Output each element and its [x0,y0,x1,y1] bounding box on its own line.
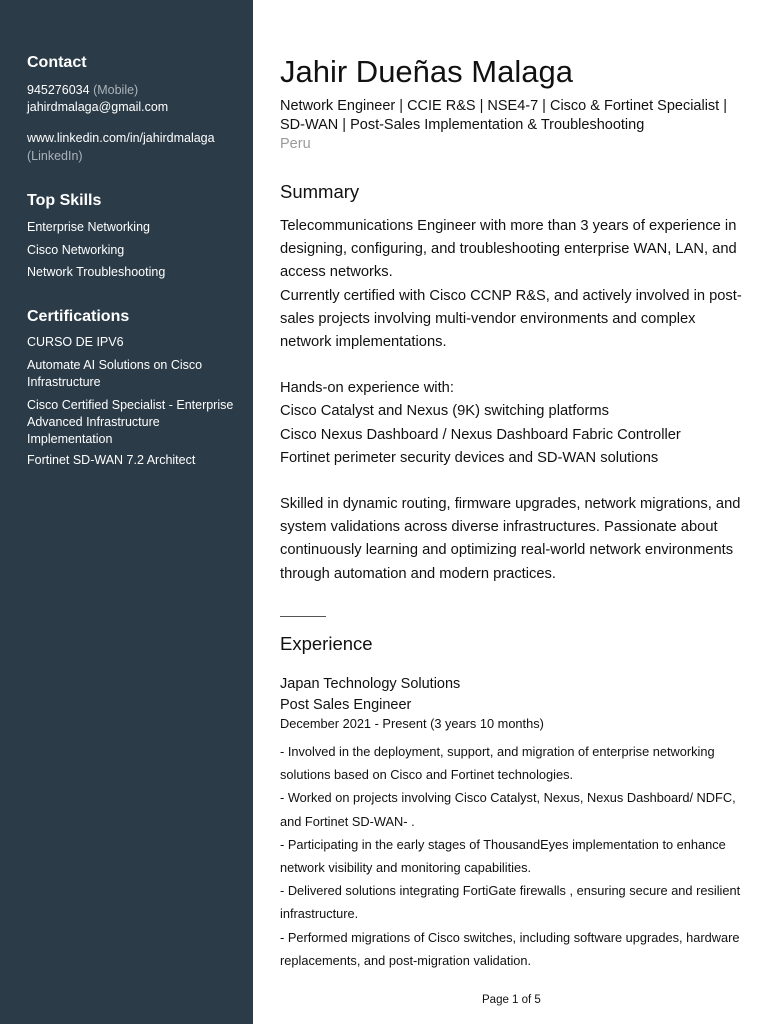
cert-item: Automate AI Solutions on Cisco Infrastructure [27,358,203,389]
skill-item: Enterprise Networking [27,220,150,234]
phone-number: 945276034 [27,83,90,97]
company-name: Japan Technology Solutions [280,676,461,692]
certifications-heading: Certifications [27,308,130,325]
summary-paragraph: Currently certified with Cisco CCNP R&S, and actively involved in post-sales projects involving multi-vendor environments and complex network implementations. [280,287,742,351]
candidate-name: Jahir Dueñas Malaga [280,54,573,89]
job-dates: December 2021 - Present (3 years 10 months) [280,716,544,731]
experience-heading: Experience [280,633,373,654]
linkedin-label: (LinkedIn) [27,149,83,163]
job-bullet: - Worked on projects involving Cisco Catalyst, Nexus, Nexus Dashboard/ NDFC, and Fortinet SD-WAN- . [280,790,736,829]
summary-list-item: Cisco Nexus Dashboard / Nexus Dashboard Fabric Controller [280,426,681,443]
job-title: Post Sales Engineer [280,697,412,713]
location: Peru [280,136,311,152]
summary-heading: Summary [280,181,360,202]
job-bullet: - Delivered solutions integrating FortiGate firewalls , ensuring secure and resilient infrastructure. [280,883,741,922]
skill-item: Network Troubleshooting [27,265,166,279]
summary-list-item: Cisco Catalyst and Nexus (9K) switching platforms [280,403,609,420]
summary-paragraph: Hands-on experience with: [280,380,454,397]
cert-item: Cisco Certified Specialist - Enterprise Advanced Infrastructure Implementation [27,398,234,446]
summary-list-item: Fortinet perimeter security devices and SD-WAN solutions [280,449,659,466]
job-bullet: - Involved in the deployment, support, and migration of enterprise networking solutions based on Cisco and Fortinet technologies. [280,744,715,783]
summary-paragraph: Skilled in dynamic routing, firmware upgrades, network migrations, and system validations across diverse infrastructures. Passionate about continuously learning and optimizing real-world network environments through automation and modern practices. [280,496,741,582]
email-link[interactable]: jahirdmalaga@gmail.com [27,100,169,114]
phone-line [27,82,138,99]
summary-body [280,215,745,586]
phone-label: (Mobile) [93,83,139,97]
section-divider [280,616,326,617]
linkedin-link[interactable]: www.linkedin.com/in/jahirdmalaga [27,131,215,145]
page-number: Page 1 of 5 [482,994,541,1006]
contact-heading: Contact [27,54,87,71]
job-bullet: - Performed migrations of Cisco switches, including software upgrades, hardware replacements, and post-migration validation. [280,929,740,968]
skills-heading: Top Skills [27,192,102,209]
headline: Network Engineer | CCIE R&S | NSE4-7 | Cisco & Fortinet Specialist | SD-WAN | Post-Sales Implementation & Troubleshooting [280,98,728,133]
skill-item: Cisco Networking [27,243,125,257]
summary-paragraph: Telecommunications Engineer with more than 3 years of experience in designing, configuring, and troubleshooting enterprise WAN, LAN, and access networks. [280,218,737,281]
job-bullet: - Participating in the early stages of ThousandEyes implementation to enhance network visibility and monitoring capabilities. [280,836,726,876]
job-bullets [280,740,748,972]
cert-item: Fortinet SD-WAN 7.2 Architect [27,453,196,467]
cert-item: CURSO DE IPV6 [27,335,124,349]
sidebar [0,0,253,1024]
